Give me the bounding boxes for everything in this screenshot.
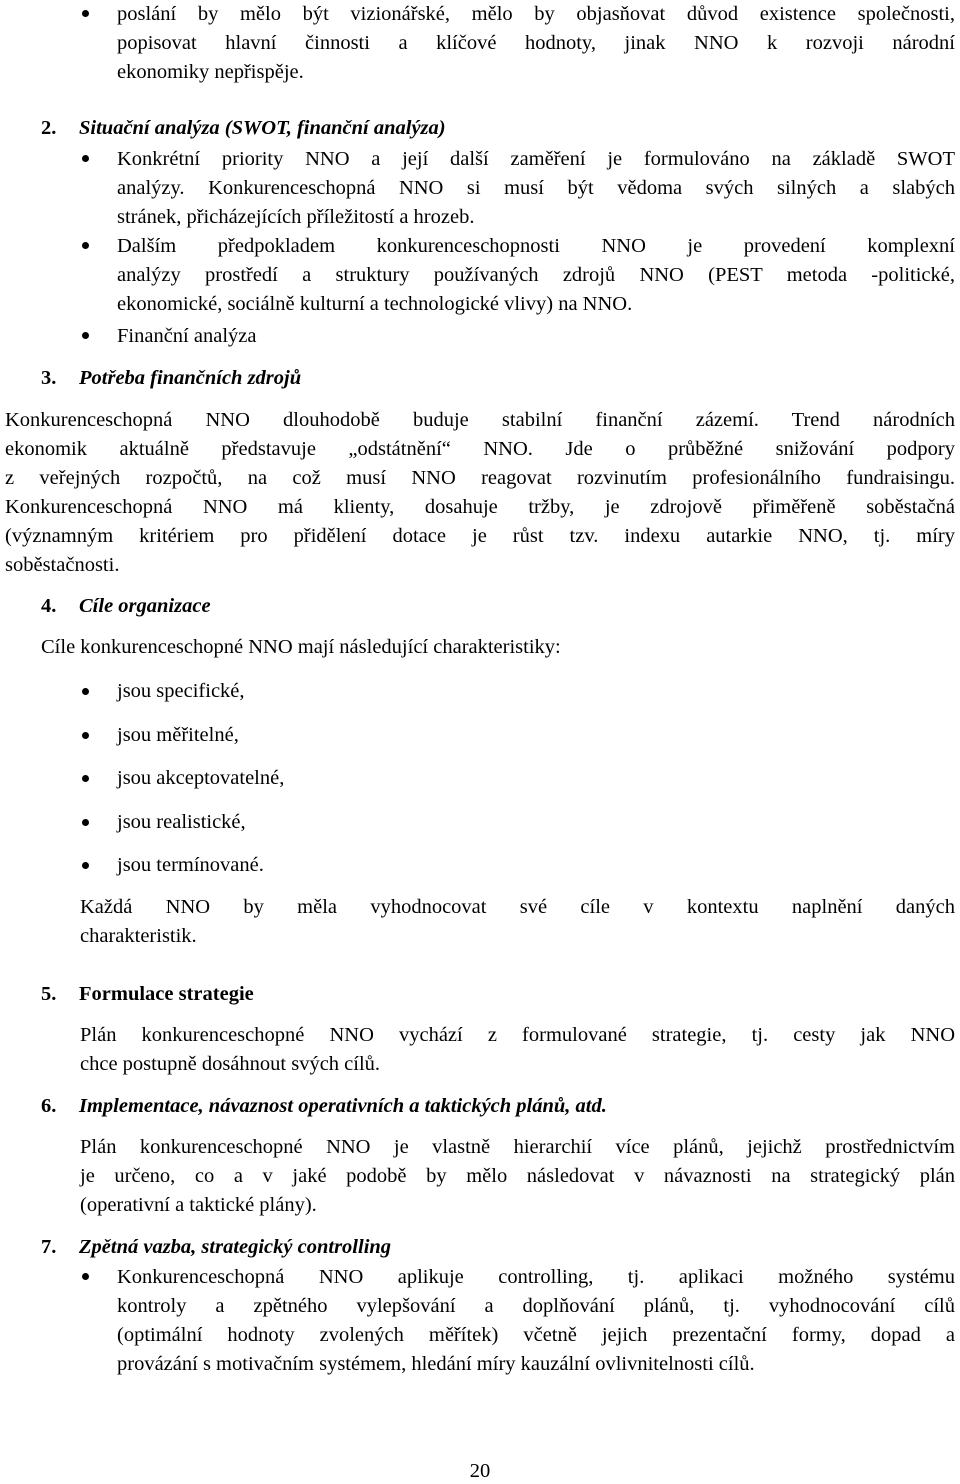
section-2-heading: 2. Situační analýza (SWOT, finanční analýza) <box>41 117 446 139</box>
section-6-heading: 6. Implementace, návaznost operativních a taktických plánů, atd. <box>41 1095 607 1117</box>
section-4-intro: Cíle konkurenceschopné NNO mají následující charakteristiky: <box>41 636 561 658</box>
bullet-icon <box>82 332 89 339</box>
intro-bullet-text: poslání by mělo být vizionářské, mělo by objasňovat důvod existence společnosti, popisovat hlavní činnosti a klíčové hodnoty, jinak NNO k rozvoji národní ekonomiky nepřispěje. <box>117 3 955 83</box>
section-4-item: jsou realistické, <box>117 811 246 833</box>
section-2-bullet-swot: Konkrétní priority NNO a její další zaměření je formulováno na základě SWOT analýzy. Konkurenceschopná NNO si musí být vědoma svých silných a slabých stránek, přicházejících příležitostí a hrozeb. <box>117 148 955 228</box>
section-5-body: Plán konkurenceschopné NNO vychází z formulované strategie, tj. cesty jak NNO chce postupně dosáhnout svých cílů. <box>80 1024 955 1075</box>
page-number: 20 <box>469 1460 491 1482</box>
section-7-heading: 7. Zpětná vazba, strategický controlling <box>41 1236 392 1258</box>
section-4-item: jsou akceptovatelné, <box>117 767 285 789</box>
bullet-icon <box>82 242 89 249</box>
bullet-icon <box>82 862 89 869</box>
section-5-heading: 5. Formulace strategie <box>41 983 254 1005</box>
bullet-icon <box>82 10 89 17</box>
section-3-body: Konkurenceschopná NNO dlouhodobě buduje stabilní finanční zázemí. Trend národních ekonomik aktuálně představuje „odstátnění“ NNO. Jde o průběžné snižování podpory z veřejných rozpočtů, na což musí NNO reagovat rozvinutím profesionálního fundraisingu. Konkurenceschopná NNO má klienty, dosahuje tržby, je zdrojově přiměřeně soběstačná (významným kritériem pro přidělení dotace je růst tzv. indexu autarkie NNO, tj. míry soběstačnosti. <box>5 409 955 576</box>
section-3-heading: 3. Potřeba finančních zdrojů <box>41 367 302 389</box>
section-6-body: Plán konkurenceschopné NNO je vlastně hierarchií více plánů, jejichž prostřednictvím je určeno, co a v jaké podobě by mělo následovat v návaznosti na strategický plán (operativní a taktické plány). <box>80 1136 955 1216</box>
section-4-item: jsou termínované. <box>117 854 264 876</box>
section-4-item: jsou specifické, <box>117 680 245 702</box>
bullet-icon <box>82 775 89 782</box>
bullet-icon <box>82 1273 89 1280</box>
section-2-bullet-pest: Dalším předpokladem konkurenceschopnosti NNO je provedení komplexní analýzy prostředí a struktury používaných zdrojů NNO (PEST metoda -politické, ekonomické, sociálně kulturní a technologické vlivy) na NNO. <box>117 235 955 315</box>
section-4-heading: 4. Cíle organizace <box>41 595 211 617</box>
section-4-closing: Každá NNO by měla vyhodnocovat své cíle v kontextu naplnění daných charakteristik. <box>80 896 955 947</box>
bullet-icon <box>82 155 89 162</box>
section-7-bullet-controlling: Konkurenceschopná NNO aplikuje controlling, tj. aplikaci možného systému kontroly a zpětného vylepšování a doplňování plánů, tj. vyhodnocování cílů (optimální hodnoty zvolených měřítek) včetně jejich prezentační formy, dopad a provázání s motivačním systémem, hledání míry kauzální ovlivnitelnosti cílů. <box>117 1266 955 1375</box>
bullet-icon <box>82 819 89 826</box>
section-2-bullet-financni: Finanční analýza <box>117 325 257 347</box>
bullet-icon <box>82 688 89 695</box>
bullet-icon <box>82 732 89 739</box>
section-4-item: jsou měřitelné, <box>117 724 239 746</box>
